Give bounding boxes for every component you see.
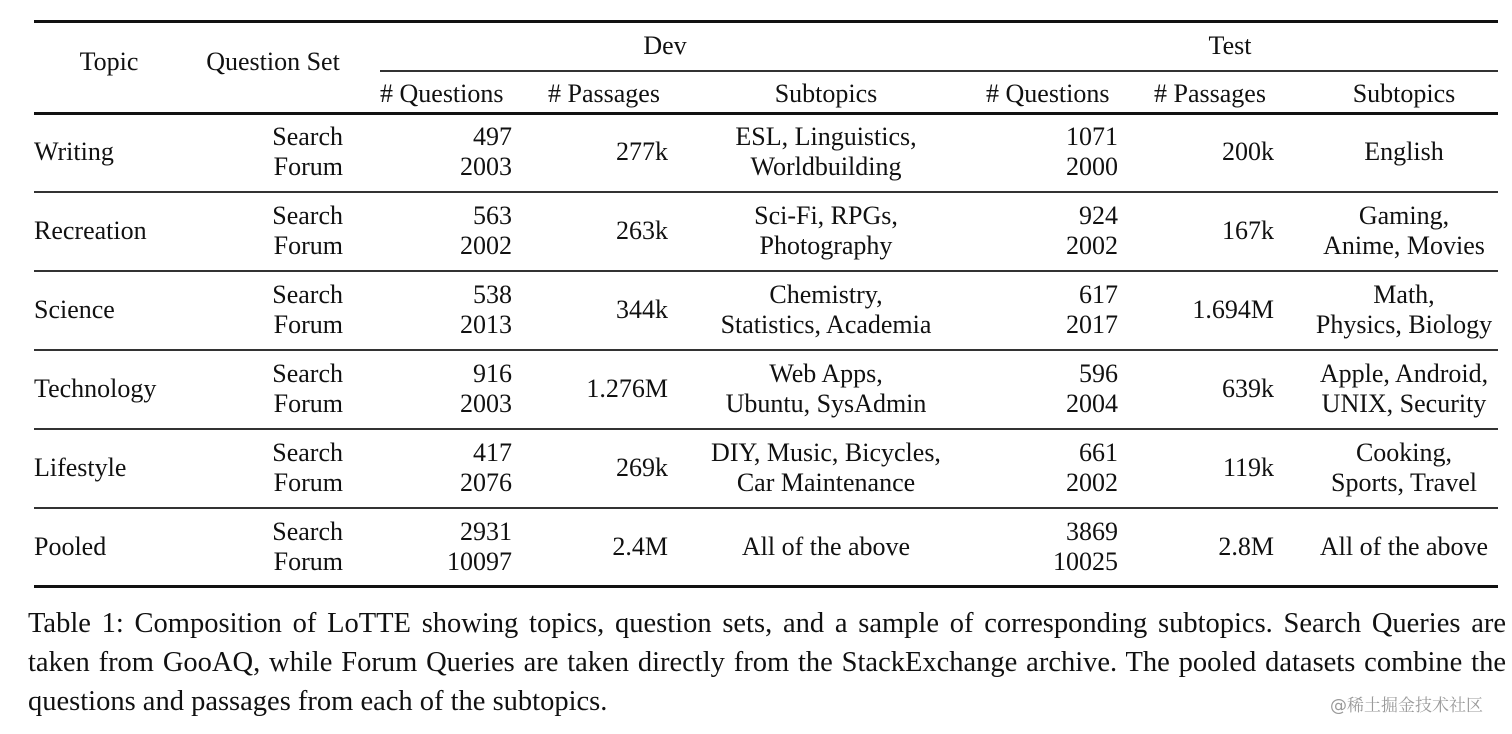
test-questions-search: 924 [1079, 201, 1118, 230]
topic-cell: Lifestyle [34, 453, 127, 482]
question-set-search: Search [272, 201, 343, 230]
topic-cell: Pooled [34, 532, 107, 561]
header-dev-passages: # Passages [548, 79, 660, 108]
header-question-set: Question Set [206, 47, 340, 76]
table-caption: Table 1: Composition of LoTTE showing topics, question sets, and a sample of corresponding subtopics. Search Queries are taken from GooAQ, while Forum Queries are taken directly from the StackExchange archive. The pooled datasets combine the questions and passages from each of the subtopics. [28, 608, 1506, 717]
test-passages: 167k [1222, 216, 1274, 245]
test-questions-search: 3869 [1066, 517, 1118, 546]
dev-subtopics-line1: Sci-Fi, RPGs, [754, 201, 898, 230]
question-set-forum: Forum [273, 389, 343, 418]
question-set-forum: Forum [273, 231, 343, 260]
test-subtopics-line1: English [1364, 137, 1444, 166]
header-dev: Dev [643, 31, 687, 60]
dev-questions-forum: 10097 [447, 547, 512, 576]
question-set-forum: Forum [273, 152, 343, 181]
test-subtopics-line2: Anime, Movies [1323, 231, 1485, 260]
dev-subtopics-line1: ESL, Linguistics, [735, 122, 917, 151]
dev-subtopics-line2: Worldbuilding [750, 152, 902, 181]
test-subtopics-line1: Gaming, [1358, 201, 1450, 230]
test-subtopics-line2: Sports, Travel [1331, 468, 1477, 497]
dev-questions-search: 538 [473, 280, 512, 309]
test-questions-forum: 2017 [1066, 310, 1118, 339]
dev-subtopics-line2: Ubuntu, SysAdmin [725, 389, 927, 418]
test-subtopics-line1: Math, [1373, 280, 1435, 309]
test-passages: 1.694M [1192, 295, 1274, 324]
watermark: @稀土掘金技术社区 [1330, 696, 1483, 716]
header-test: Test [1208, 31, 1252, 60]
dev-passages: 263k [616, 216, 668, 245]
dev-passages: 269k [616, 453, 668, 482]
test-questions-forum: 2004 [1066, 389, 1118, 418]
dev-subtopics-line1: Chemistry, [769, 280, 883, 309]
topic-cell: Recreation [34, 216, 147, 245]
header-rule [34, 112, 1498, 115]
test-subtopics-line2: Physics, Biology [1315, 310, 1493, 339]
row-separator [34, 270, 1498, 272]
header-test-passages: # Passages [1154, 79, 1266, 108]
test-questions-search: 596 [1079, 359, 1118, 388]
test-questions-forum: 2000 [1066, 152, 1118, 181]
test-passages: 119k [1222, 453, 1274, 482]
dev-questions-forum: 2013 [460, 310, 512, 339]
question-set-search: Search [272, 359, 343, 388]
header-test-subtopics: Subtopics [1352, 79, 1456, 108]
dev-subtopics-line2: Statistics, Academia [720, 310, 932, 339]
test-questions-forum: 2002 [1066, 231, 1118, 260]
topic-cell: Technology [34, 374, 157, 403]
dev-questions-forum: 2003 [460, 389, 512, 418]
question-set-forum: Forum [273, 468, 343, 497]
dev-questions-forum: 2076 [460, 468, 512, 497]
test-passages: 200k [1222, 137, 1274, 166]
test-cmidrule [962, 70, 1498, 72]
header-dev-questions: # Questions [380, 79, 504, 108]
row-separator [34, 349, 1498, 351]
dev-questions-search: 417 [473, 438, 512, 467]
dev-passages: 344k [616, 295, 668, 324]
top-rule [34, 20, 1498, 23]
dev-questions-search: 916 [473, 359, 512, 388]
dev-subtopics-line1: Web Apps, [769, 359, 883, 388]
row-separator [34, 428, 1498, 430]
question-set-search: Search [272, 122, 343, 151]
test-subtopics-line2: UNIX, Security [1321, 389, 1487, 418]
dev-passages: 277k [616, 137, 668, 166]
test-questions-forum: 10025 [1053, 547, 1118, 576]
dev-passages: 1.276M [586, 374, 668, 403]
test-passages: 639k [1222, 374, 1274, 403]
test-subtopics-line1: Apple, Android, [1319, 359, 1489, 388]
test-subtopics-line1: Cooking, [1355, 438, 1453, 467]
dev-questions-search: 497 [473, 122, 512, 151]
question-set-forum: Forum [273, 310, 343, 339]
header-topic: Topic [79, 47, 139, 76]
test-questions-search: 1071 [1066, 122, 1118, 151]
dev-subtopics-line2: Photography [759, 231, 893, 260]
test-questions-search: 617 [1079, 280, 1118, 309]
header-dev-subtopics: Subtopics [774, 79, 878, 108]
dev-questions-forum: 2003 [460, 152, 512, 181]
test-subtopics-line1: All of the above [1319, 532, 1489, 561]
topic-cell: Writing [34, 137, 114, 166]
dev-cmidrule [380, 70, 962, 72]
header-test-questions: # Questions [986, 79, 1110, 108]
row-separator [34, 507, 1498, 509]
bottom-rule [34, 585, 1498, 588]
topic-cell: Science [34, 295, 115, 324]
question-set-search: Search [272, 517, 343, 546]
row-separator [34, 191, 1498, 193]
question-set-search: Search [272, 438, 343, 467]
question-set-search: Search [272, 280, 343, 309]
test-questions-search: 661 [1079, 438, 1118, 467]
dev-questions-forum: 2002 [460, 231, 512, 260]
dev-subtopics-line2: Car Maintenance [736, 468, 916, 497]
question-set-forum: Forum [273, 547, 343, 576]
dev-subtopics-line1: DIY, Music, Bicycles, [711, 438, 941, 467]
dev-subtopics-line1: All of the above [741, 532, 911, 561]
dev-questions-search: 563 [473, 201, 512, 230]
dev-passages: 2.4M [612, 532, 668, 561]
dev-questions-search: 2931 [460, 517, 512, 546]
test-questions-forum: 2002 [1066, 468, 1118, 497]
test-passages: 2.8M [1218, 532, 1274, 561]
